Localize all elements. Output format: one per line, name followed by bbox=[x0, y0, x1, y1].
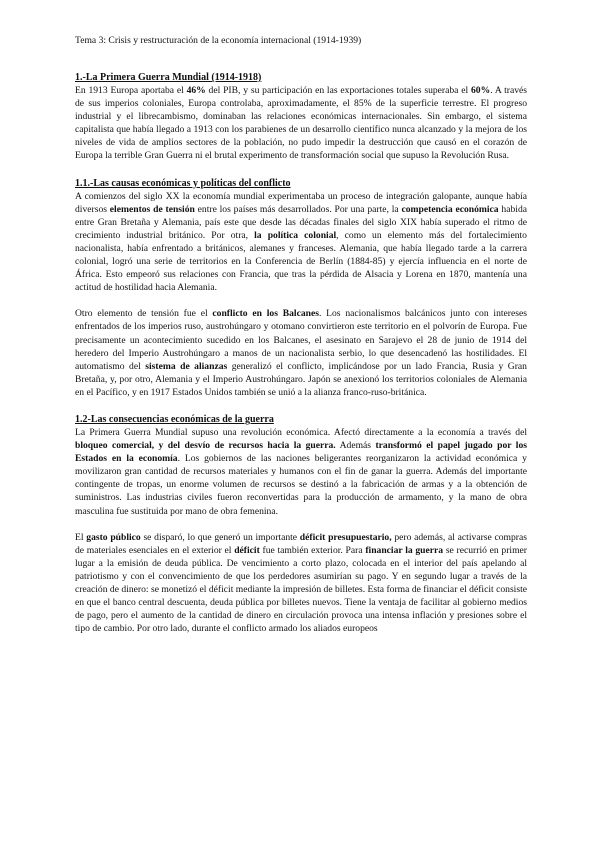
text-run: fue también exterior. Para bbox=[259, 544, 366, 556]
bold-text: elementos de tensión bbox=[109, 203, 195, 215]
text-run: La Primera Guerra Mundial supuso una revolución económica. Afectó directamente a la economía a través del bbox=[75, 426, 527, 438]
text-run: . Los gobiernos de las naciones beligerantes reorganizaron la actividad económica y movilizaron gran cantidad de recursos materiales y humanos con el fin de ganar la guerra. Además del importante contingente de tropas, un enorme volumen de recursos se destinó a la fabricación de armas y a la obtención de suministros. Las industrias civiles fueron reconvertidas para la producción de armamento, y la mano de obra masculina fue sustituida por mano de obra femenina. bbox=[75, 453, 527, 517]
bold-text: 46% bbox=[186, 85, 206, 96]
text-run: del PIB, y su participación en las exportaciones totales superaba el bbox=[205, 85, 471, 96]
text-run: pero además, al activarse compras de materiales esenciales en el exterior el bbox=[75, 531, 527, 556]
text-run: Además bbox=[335, 440, 376, 452]
text-run: habida entre Gran Bretaña y Alemania, país este que desde las décadas finales del siglo XIX había superado el ritmo de crecimiento industrial británico. Por otra, bbox=[75, 203, 527, 241]
text-run: , como un elemento más del fortalecimiento nacionalista, había enfrentado a británicos, alemanes y franceses. Alemania, que había llegado tarde a la carrera colonial, logró una serie de territorios en la Conferencia de Berlín (1884-85) y ejercía influencia en el norte de África. Esto empeoró sus relaciones con Francia, que tras la pérdida de Alsacia y Lorena en 1870, mantenía una actitud de hostilidad hacia Alemania. bbox=[75, 229, 527, 294]
bold-text: transformó el papel jugado por los Estados en la economía bbox=[75, 440, 527, 465]
bold-text: financiar la guerra bbox=[365, 544, 444, 556]
text-run: se disparó, lo que generó un importante bbox=[140, 531, 300, 543]
document-title: Tema 3: Crisis y restructuración de la economía internacional (1914-1939) bbox=[75, 35, 362, 46]
paragraph bbox=[75, 307, 527, 399]
bold-text: 60% bbox=[471, 85, 491, 96]
bold-text: conflicto en los Balcanes bbox=[212, 308, 319, 320]
section-heading-1-1: 1.1.-Las causas económicas y políticas del conflicto bbox=[75, 177, 291, 189]
text-run: En 1913 Europa aportaba el bbox=[75, 85, 187, 96]
section-heading-1: 1.-La Primera Guerra Mundial (1914-1918) bbox=[75, 72, 262, 83]
paragraph bbox=[75, 531, 527, 636]
text-run: . Los nacionalismos balcánicos junto con intereses enfrentados de los imperios ruso, austrohúngaro y otomano convirtieron este territorio en el polvorín de Europa. Fue precisamente un acontecimiento sucedido en los Balcanes, el asesinato en Sarajevo el 28 de junio de 1914 del heredero del Imperio Austrohúngaro a manos de un nacionalista serbio, lo que desencadenó las hostilidades. El automatismo del bbox=[75, 308, 527, 372]
bold-text: sistema de alianzas bbox=[145, 360, 228, 372]
bold-text: déficit presupuestario, bbox=[299, 531, 392, 543]
paragraph bbox=[75, 84, 527, 163]
text-run: Otro elemento de tensión fue el bbox=[75, 308, 213, 320]
paragraph bbox=[75, 190, 527, 295]
bold-text: bloqueo comercial, y del desvío de recursos hacia la guerra. bbox=[75, 440, 336, 452]
document-page bbox=[75, 34, 527, 635]
paragraph bbox=[75, 426, 527, 518]
bold-text: la política colonial bbox=[254, 229, 337, 241]
bold-text: gasto público bbox=[86, 531, 141, 543]
text-run: se recurrió en primer lugar a la emisión de deuda pública. De vencimiento a corto plazo, colocada en el interior del país apelando al patriotismo y con el convencimiento de que los perdedores asumirían su pago. Y en segundo lugar a través de la creación de dinero: se monetizó el déficit mediante la impresión de billetes. Esta forma de financiar el déficit consiste en que el banco central descuenta, deuda pública por billetes nuevos. Tiene la ventaja de facilitar al gobierno medios de pago, pero el aumento de la cantidad de dinero en circulación provoca una intensa inflación y presiones sobre el tipo de cambio. Por otro lado, durante el conflicto armado los aliados europeos bbox=[75, 544, 527, 635]
section-heading-1-2: 1.2-Las consecuencias económicas de la guerra bbox=[75, 413, 274, 425]
text-run: generalizó el conflicto, implicándose por un lado Francia, Rusia y Gran Bretaña, y, por otro, Alemania y el Imperio Austrohúngaro. Japón se anexionó los territorios coloniales de Alemania en el Pacífico, y en 1917 Estados Unidos también se unió a la alianza franco-ruso-británica. bbox=[75, 360, 527, 398]
bold-text: competencia económica bbox=[401, 203, 499, 215]
text-run: El bbox=[75, 531, 87, 543]
text-run: A comienzos del siglo XX la economía mundial experimentaba un proceso de integración galopante, aunque había diversos bbox=[75, 190, 527, 215]
text-run: entre los países más desarrollados. Por una parte, la bbox=[194, 203, 402, 215]
bold-text: déficit bbox=[234, 544, 260, 556]
text-run: . A través de sus imperios coloniales, Europa controlaba, aproximadamente, el 85% de la superficie terrestre. El progreso industrial y el librecambismo, dominaban las relaciones económicas internacionales. Sin embargo, el sistema capitalista que había llegado a 1913 con los parabienes de un desarrollo científico nunca alcanzado y la mejora de los niveles de vida de amplios sectores de la población, no pudo impedir la destrucción que causó en el corazón de Europa la terrible Gran Guerra ni el brutal experimento de transformación social que supuso la Revolución Rusa. bbox=[75, 85, 527, 162]
